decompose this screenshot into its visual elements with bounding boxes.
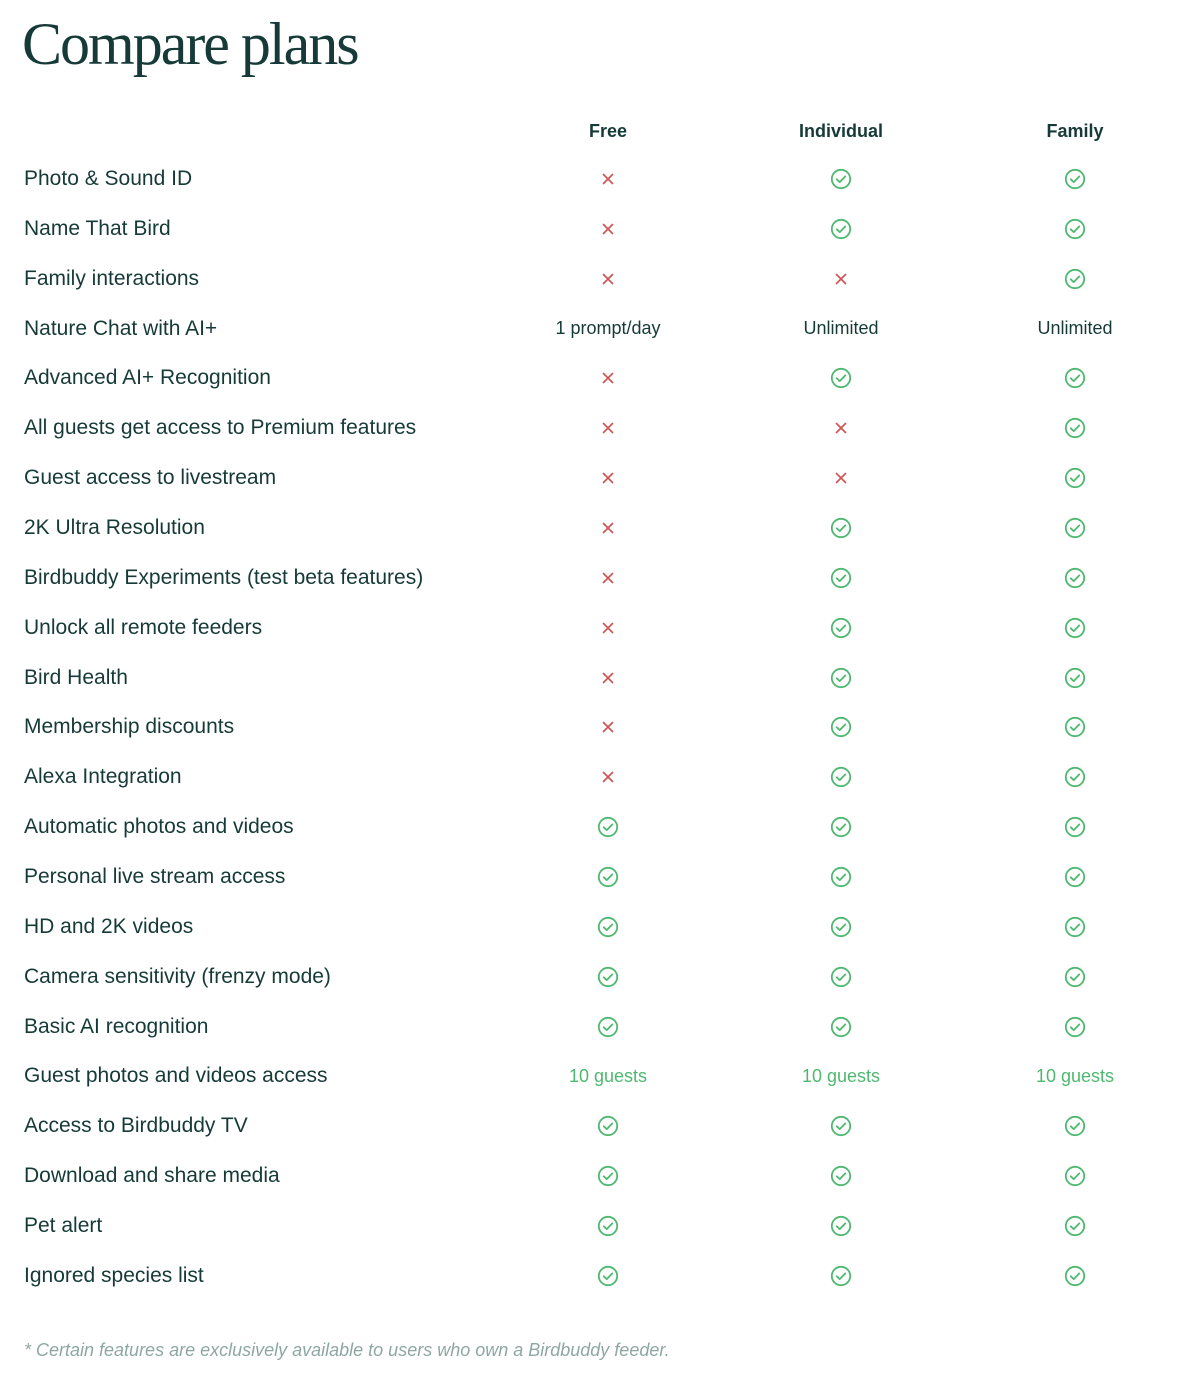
cell-individual [724,553,958,603]
check-circle-icon [597,1165,619,1187]
cell-individual [724,204,958,254]
check-circle-icon [597,1265,619,1287]
cell-family [958,802,1192,852]
footnote: * Certain features are exclusively available to users who own a Birdbuddy feeder. [24,1340,670,1360]
cell-individual [724,154,958,204]
cell-individual [724,453,958,503]
check-circle-icon [1064,1215,1086,1237]
check-circle-icon [1064,218,1086,240]
cell-family [958,1201,1192,1251]
check-circle-icon [830,667,852,689]
guest-limit-value: 10 guests [801,1065,881,1086]
cell-free [491,902,725,952]
cell-individual [724,653,958,703]
plan-header-family: Family [1046,121,1104,141]
cross-icon [601,421,615,435]
table-row [0,752,1200,802]
cell-family [958,952,1192,1002]
cell-free [491,353,725,403]
plan-header-free: Free [588,121,628,141]
table-row [0,1201,1200,1251]
cell-individual [724,902,958,952]
check-circle-icon [830,866,852,888]
cell-family [958,852,1192,902]
check-circle-icon [1064,367,1086,389]
cross-icon [601,770,615,784]
cell-family [958,503,1192,553]
cell-individual [724,503,958,553]
cross-icon [834,421,848,435]
cell-individual [724,353,958,403]
cell-family [958,453,1192,503]
cell-free [491,1201,725,1251]
cell-free [491,1251,725,1301]
cell-individual [724,952,958,1002]
plan-value: Unlimited [803,318,879,339]
cell-family [958,603,1192,653]
cell-free [491,603,725,653]
cross-icon [601,272,615,286]
check-circle-icon [1064,716,1086,738]
feature-label: Photo & Sound ID [24,167,193,190]
cell-individual [724,802,958,852]
cell-individual [724,1002,958,1052]
cross-icon [601,720,615,734]
table-row [0,702,1200,752]
cell-individual [724,752,958,802]
check-circle-icon [1064,966,1086,988]
cell-individual [724,1101,958,1151]
cell-free [491,952,725,1002]
table-row [0,453,1200,503]
table-row [0,154,1200,204]
cell-free [491,702,725,752]
check-circle-icon [830,916,852,938]
cell-family [958,154,1192,204]
table-row [0,403,1200,453]
cell-free [491,154,725,204]
table-row [0,1051,1200,1101]
check-circle-icon [1064,417,1086,439]
cell-free [491,1101,725,1151]
cell-free [491,1051,725,1101]
check-circle-icon [1064,617,1086,639]
check-circle-icon [830,617,852,639]
cross-icon [601,521,615,535]
cell-free [491,304,725,354]
table-row [0,1251,1200,1301]
feature-label: Automatic photos and videos [24,815,294,839]
check-circle-icon [1064,467,1086,489]
cross-icon [834,471,848,485]
feature-label: Personal live stream access [24,865,286,889]
cell-free [491,852,725,902]
feature-label: Guest photos and videos access [24,1064,328,1088]
cross-icon [601,671,615,685]
check-circle-icon [1064,766,1086,788]
cross-icon [834,272,848,286]
feature-label: Name That Bird [24,216,171,240]
table-row [0,1101,1200,1151]
check-circle-icon [597,1115,619,1137]
cell-family [958,1002,1192,1052]
cell-family [958,204,1192,254]
cell-free [491,653,725,703]
cell-free [491,802,725,852]
cell-individual [724,1251,958,1301]
check-circle-icon [830,168,852,190]
check-circle-icon [830,218,852,240]
cell-family [958,653,1192,703]
feature-label: Basic AI recognition [24,1014,209,1038]
table-row [0,952,1200,1002]
plan-header-individual: Individual [798,121,883,141]
check-circle-icon [1064,866,1086,888]
feature-label: Birdbuddy Experiments (test beta features) [24,565,424,589]
cell-individual [724,603,958,653]
cell-family [958,752,1192,802]
table-row [0,204,1200,254]
cell-family [958,1251,1192,1301]
check-circle-icon [830,1215,852,1237]
cross-icon [601,621,615,635]
check-circle-icon [597,1016,619,1038]
feature-label: Access to Birdbuddy TV [24,1114,248,1138]
table-row [0,902,1200,952]
cell-family [958,403,1192,453]
check-circle-icon [830,567,852,589]
cell-individual [724,1151,958,1201]
table-row [0,653,1200,703]
feature-label: Nature Chat with AI+ [24,316,218,340]
cell-individual [724,304,958,354]
feature-label: Advanced AI+ Recognition [24,366,271,390]
feature-label: Bird Health [24,665,128,689]
page-title: Compare plans [22,11,358,77]
cell-family [958,1151,1192,1201]
cell-free [491,752,725,802]
cell-family [958,353,1192,403]
cell-family [958,1051,1192,1101]
cell-individual [724,254,958,304]
check-circle-icon [830,766,852,788]
check-circle-icon [597,816,619,838]
cell-individual [724,852,958,902]
table-row [0,353,1200,403]
cell-family [958,902,1192,952]
feature-label: Membership discounts [24,715,235,739]
table-row [0,304,1200,354]
feature-label: Family interactions [24,266,200,290]
cell-free [491,1002,725,1052]
check-circle-icon [830,1165,852,1187]
table-row [0,852,1200,902]
check-circle-icon [597,1215,619,1237]
check-circle-icon [830,716,852,738]
feature-label: Guest access to livestream [24,466,277,490]
check-circle-icon [1064,1016,1086,1038]
check-circle-icon [1064,916,1086,938]
feature-label: Unlock all remote feeders [24,615,263,639]
cross-icon [601,571,615,585]
cell-free [491,453,725,503]
check-circle-icon [1064,1115,1086,1137]
table-row [0,1002,1200,1052]
table-row [0,603,1200,653]
check-circle-icon [1064,567,1086,589]
cross-icon [601,172,615,186]
cell-free [491,254,725,304]
table-row [0,802,1200,852]
cross-icon [601,471,615,485]
check-circle-icon [830,966,852,988]
cell-free [491,403,725,453]
cell-individual [724,1201,958,1251]
check-circle-icon [1064,667,1086,689]
check-circle-icon [830,1016,852,1038]
plan-value: Unlimited [1037,318,1113,339]
check-circle-icon [1064,268,1086,290]
check-circle-icon [1064,168,1086,190]
check-circle-icon [830,1115,852,1137]
feature-label: Download and share media [24,1164,280,1188]
cell-individual [724,702,958,752]
check-circle-icon [597,966,619,988]
table-row [0,503,1200,553]
feature-label: Camera sensitivity (frenzy mode) [24,964,331,988]
check-circle-icon [597,866,619,888]
cell-free [491,204,725,254]
cell-individual [724,1051,958,1101]
feature-label: 2K Ultra Resolution [24,516,205,540]
plan-value: 1 prompt/day [555,318,661,339]
cell-individual [724,403,958,453]
cell-family [958,1101,1192,1151]
feature-label: Pet alert [24,1214,103,1238]
table-row [0,1151,1200,1201]
cell-family [958,553,1192,603]
table-row [0,553,1200,603]
check-circle-icon [1064,1265,1086,1287]
cell-free [491,503,725,553]
check-circle-icon [1064,517,1086,539]
cross-icon [601,222,615,236]
feature-label: Alexa Integration [24,765,182,789]
cell-family [958,702,1192,752]
check-circle-icon [1064,816,1086,838]
cell-family [958,254,1192,304]
check-circle-icon [830,816,852,838]
guest-limit-value: 10 guests [1035,1065,1115,1086]
check-circle-icon [830,367,852,389]
feature-label: All guests get access to Premium features [24,416,417,440]
guest-limit-value: 10 guests [568,1065,648,1086]
cell-free [491,553,725,603]
cross-icon [601,371,615,385]
feature-label: HD and 2K videos [24,914,194,938]
check-circle-icon [1064,1165,1086,1187]
cell-free [491,1151,725,1201]
cell-family [958,304,1192,354]
check-circle-icon [830,1265,852,1287]
check-circle-icon [597,916,619,938]
check-circle-icon [830,517,852,539]
table-row [0,254,1200,304]
feature-label: Ignored species list [24,1263,204,1287]
